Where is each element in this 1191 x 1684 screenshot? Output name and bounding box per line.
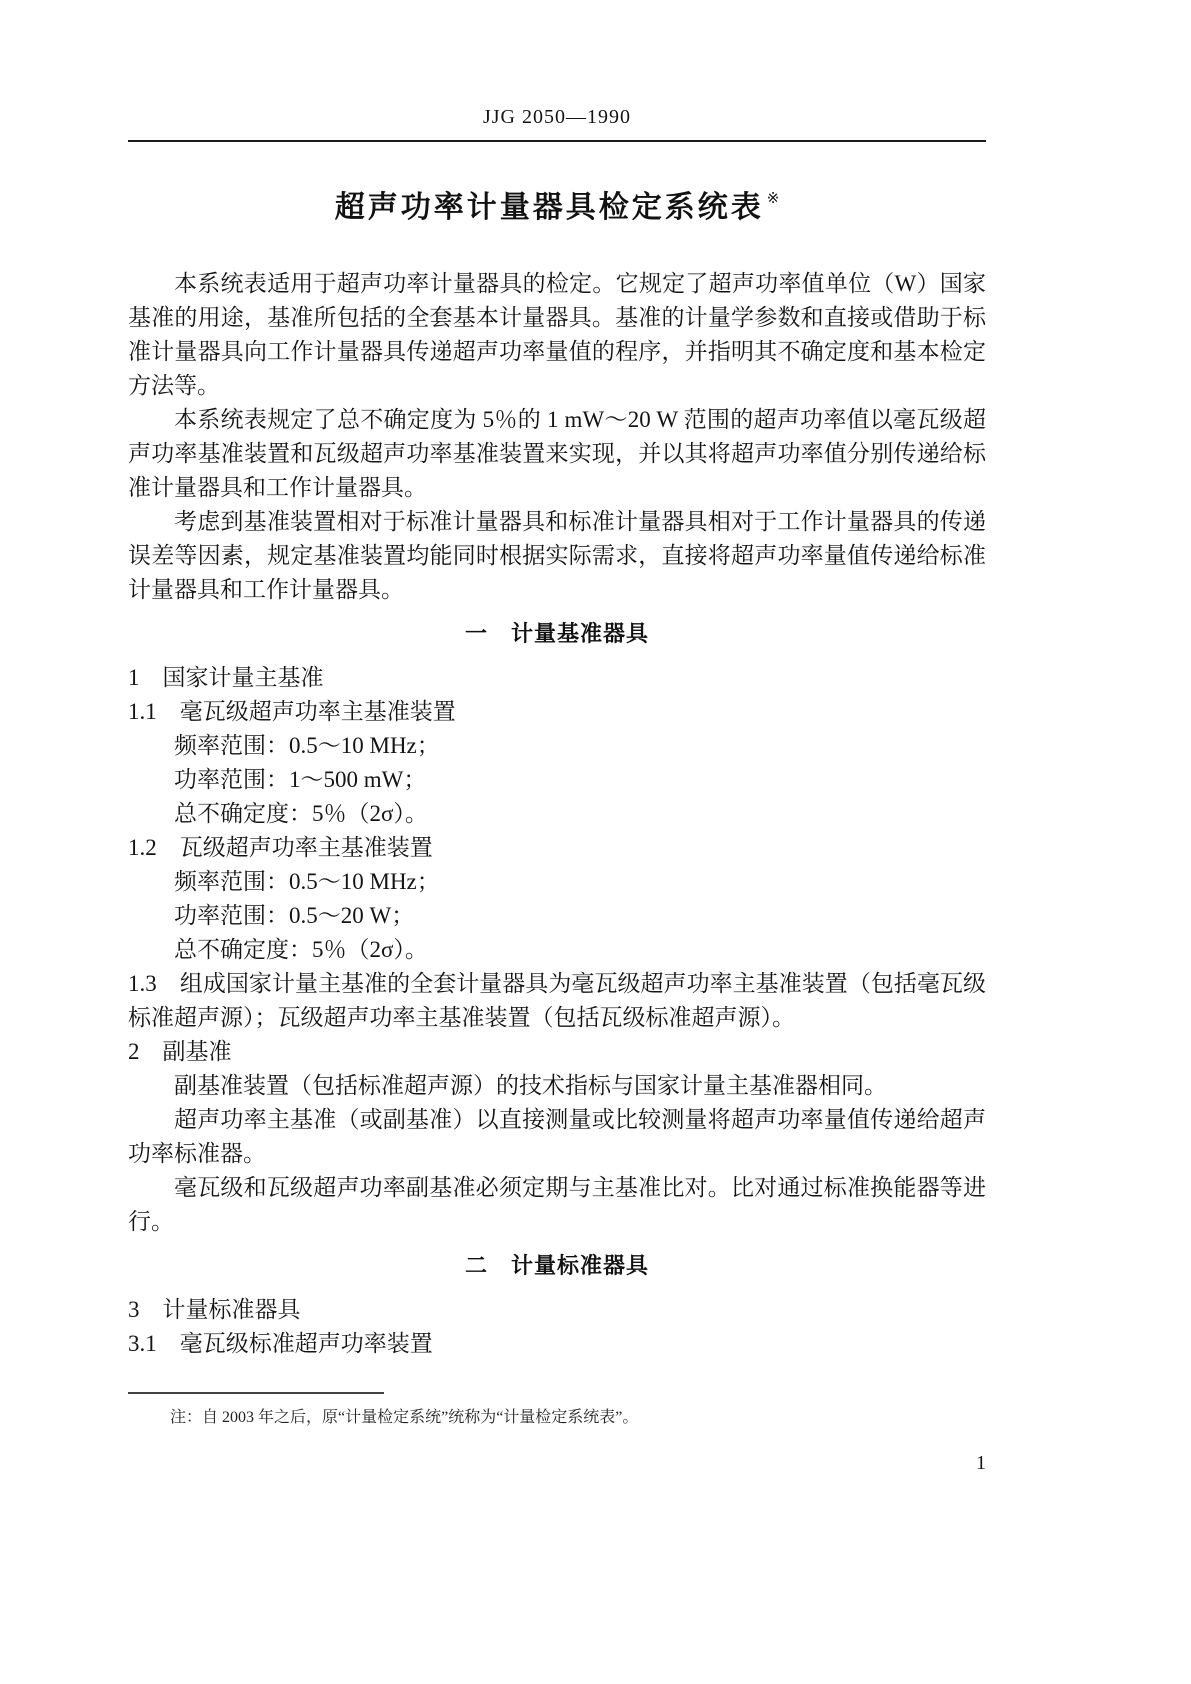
clause-2-paragraph-3: 毫瓦级和瓦级超声功率副基准必须定期与主基准比对。比对通过标准换能器等进行。 (128, 1175, 986, 1234)
footnote-rule (128, 1392, 384, 1394)
clause-2: 2 副基准 (128, 1039, 232, 1064)
page-number: 1 (976, 1452, 986, 1474)
clause-1-1-frequency-range: 频率范围：0.5～10 MHz； (174, 733, 440, 758)
clause-1-1: 1.1 毫瓦级超声功率主基准装置 (128, 699, 456, 724)
document-content (128, 0, 986, 1361)
clause-3: 3 计量标准器具 (128, 1297, 301, 1322)
header-rule (128, 140, 986, 142)
document-title (128, 176, 986, 231)
title-footnote-mark: ※ (766, 190, 780, 207)
document-body (128, 267, 986, 1361)
clause-1-2-frequency-range: 频率范围：0.5～10 MHz； (174, 869, 440, 894)
intro-paragraph-3: 考虑到基准装置相对于标准计量器具和标准计量器具相对于工作计量器具的传递误差等因素，规定基准装置均能同时根据实际需求，直接将超声功率量值传递给标准计量器具和工作计量器具。 (128, 509, 986, 602)
clause-1-3: 1.3 组成国家计量主基准的全套计量器具为毫瓦级超声功率主基准装置（包括毫瓦级标准超声源）；瓦级超声功率主基准装置（包括瓦级标准超声源）。 (128, 971, 986, 1030)
section-2-heading: 二 计量标准器具 (464, 1253, 649, 1278)
intro-paragraph-1: 本系统表适用于超声功率计量器具的检定。它规定了超声功率值单位（W）国家基准的用途，基准所包括的全套基本计量器具。基准的计量学参数和直接或借助于标准计量器具向工作计量器具传递超声功率量值的程序，并指明其不确定度和基本检定方法等。 (128, 271, 986, 398)
section-1-heading: 一 计量基准器具 (464, 621, 649, 646)
clause-1: 1 国家计量主基准 (128, 665, 324, 690)
clause-1-2-power-range: 功率范围：0.5～20 W； (174, 903, 415, 928)
clause-3-1: 3.1 毫瓦级标准超声功率装置 (128, 1331, 433, 1356)
clause-2-paragraph-1: 副基准装置（包括标准超声源）的技术指标与国家计量主基准器相同。 (174, 1073, 887, 1098)
clause-1-2: 1.2 瓦级超声功率主基准装置 (128, 835, 433, 860)
document-title-text: 超声功率计量器具检定系统表 (334, 191, 764, 224)
clause-1-1-uncertainty: 总不确定度：5％（2σ）。 (174, 801, 428, 826)
clause-1-2-uncertainty: 总不确定度：5％（2σ）。 (174, 937, 428, 962)
clause-2-paragraph-2: 超声功率主基准（或副基准）以直接测量或比较测量将超声功率量值传递给超声功率标准器。 (128, 1107, 986, 1166)
clause-1-1-power-range: 功率范围：1～500 mW； (174, 767, 427, 792)
doc-number: JJG 2050—1990 (482, 106, 631, 128)
footnote-text: 注：自 2003 年之后，原“计量检定系统”统称为“计量检定系统表”。 (170, 1409, 639, 1426)
footnote (128, 1392, 986, 1430)
intro-paragraph-2: 本系统表规定了总不确定度为 5％的 1 mW～20 W 范围的超声功率值以毫瓦级超声功率基准装置和瓦级超声功率基准装置来实现，并以其将超声功率值分别传递给标准计量器具和工作计量器具。 (128, 407, 986, 500)
